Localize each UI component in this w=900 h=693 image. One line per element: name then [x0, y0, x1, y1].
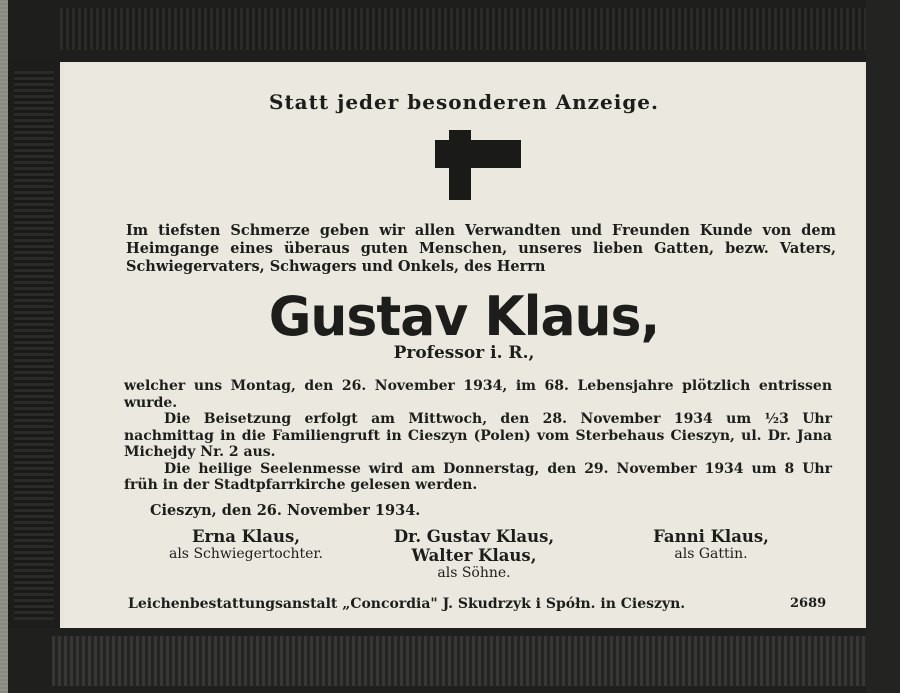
signatory-wife	[626, 527, 796, 562]
notice-heading: Statt jeder besonderen Anzeige.	[269, 90, 659, 114]
notice-body	[124, 378, 832, 494]
signatory-name: Dr. Gustav Klaus,	[393, 527, 555, 546]
mass-paragraph: Die heilige Seelenmesse wird am Donnerstag, den 29. November 1934 um 8 Uhr früh in der Stadtpfarrkirche gelesen werden.	[124, 460, 832, 493]
deceased-name: Gustav Klaus,	[268, 285, 660, 349]
signatory-sons	[374, 527, 574, 581]
signatory-relation: als Gattin.	[674, 546, 748, 562]
signatory-relation: als Söhne.	[437, 565, 511, 581]
signatory-daughter-in-law	[146, 527, 346, 562]
cross-icon-horizontal-bar	[435, 140, 521, 168]
mourning-border-left-texture	[14, 70, 54, 620]
signatory-name: Walter Klaus,	[411, 546, 537, 565]
place-date: Cieszyn, den 26. November 1934.	[150, 502, 421, 519]
signatory-relation: als Schwiegertochter.	[168, 546, 324, 562]
notice-intro: Im tiefsten Schmerze geben wir allen Verwandten und Freunden Kunde von dem Heimgange eines überaus guten Menschen, unseres lieben Gatten, bezw. Vaters, Schwiegervaters, Schwagers und Onkels, des Herrn	[126, 222, 836, 275]
funeral-home-footer: Leichenbestattungsanstalt „Concordia" J. Skudrzyk i Spółn. in Cieszyn.	[128, 596, 686, 612]
ad-number: 2689	[790, 596, 827, 611]
signatory-name: Fanni Klaus,	[653, 527, 769, 546]
mourning-border-bottom-texture	[52, 636, 900, 686]
deceased-title: Professor i. R.,	[393, 343, 535, 363]
signatory-name: Erna Klaus,	[191, 527, 301, 546]
burial-paragraph: Die Beisetzung erfolgt am Mittwoch, den 28. November 1934 um ½3 Uhr nachmittag in die Familiengruft in Cieszyn (Polen) vom Sterbehaus Cieszyn, ul. Dr. Jana Michejdy Nr. 2 aus.	[124, 411, 832, 460]
mourning-border-top-texture	[60, 8, 890, 50]
mourning-border-right	[866, 0, 900, 693]
death-paragraph: welcher uns Montag, den 26. November 1934, im 68. Lebensjahre plötzlich entrissen wurde.	[124, 378, 832, 411]
obituary-notice	[64, 62, 864, 628]
